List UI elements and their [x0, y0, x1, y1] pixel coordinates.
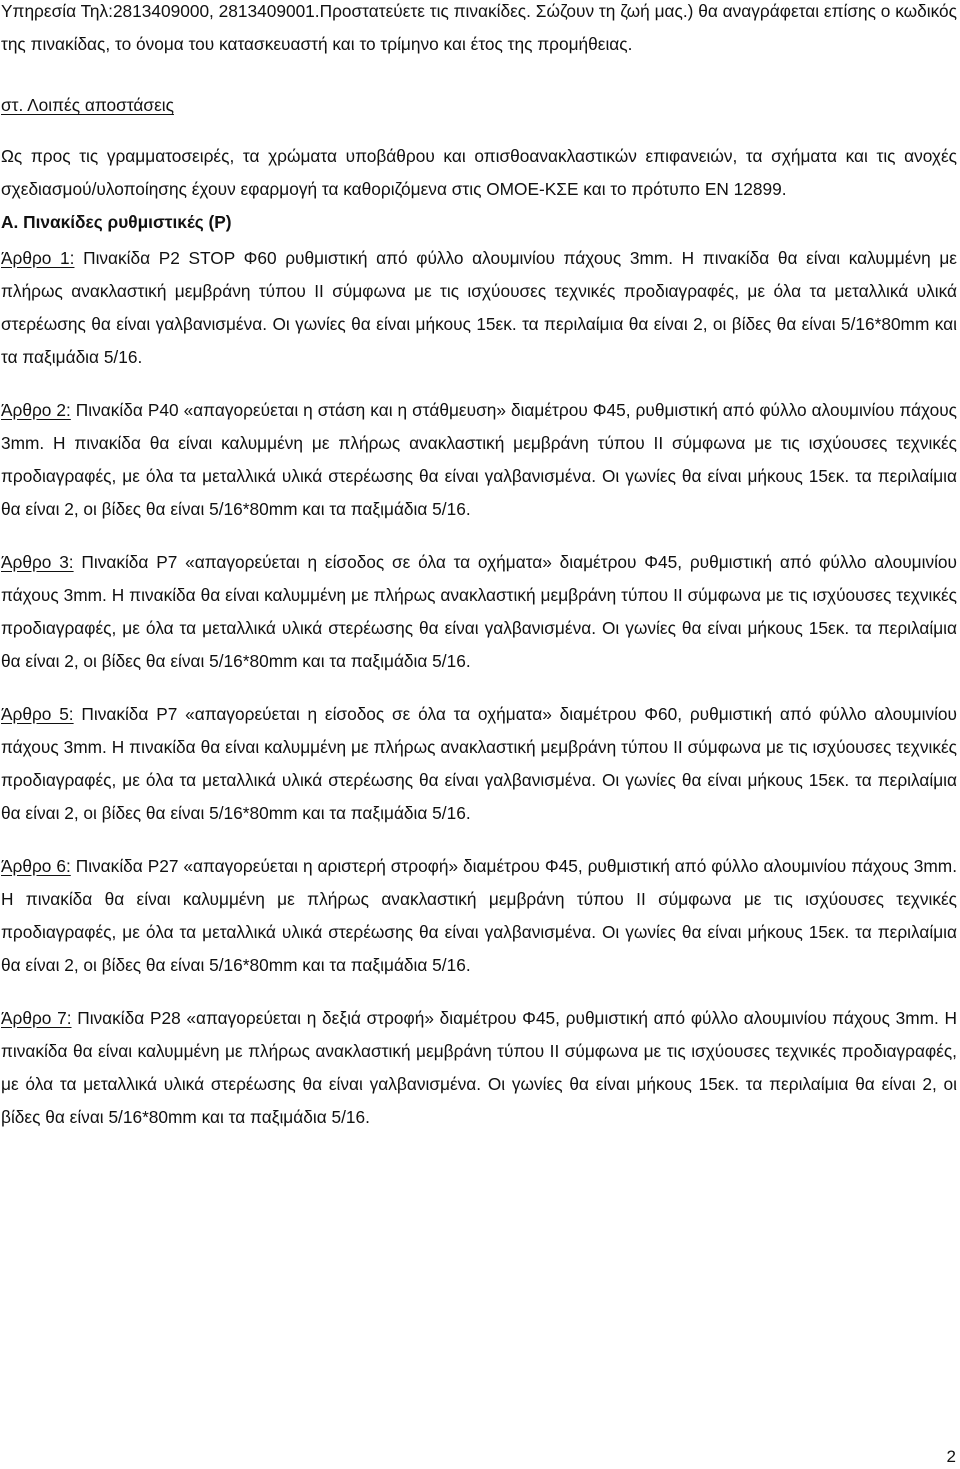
article-text: Πινακίδα Ρ7 «απαγορεύεται η είσοδος σε όλα τα οχήματα» διαμέτρου Φ45, ρυθμιστική από φύλλο αλουμινίου πάχους 3mm. Η πινακίδα θα είναι καλυμμένη με πλήρως ανακλαστική μεμβράνη τύπου ΙΙ σύμφωνα με τις ισχύουσες τεχνικές προδιαγραφές, με όλα τα μεταλλικά υλικά στερέωσης θα είναι γαλβανισμένα. Οι γωνίες θα είναι μήκους 15εκ. τα περιλαίμια θα είναι 2, οι βίδες θα είναι 5/16*80mm και τα παξιμάδια 5/16.: [1, 552, 957, 671]
regulatory-signs-subheading: Α. Πινακίδες ρυθμιστικές (Ρ): [1, 212, 232, 232]
article-label: Άρθρο 6:: [1, 856, 71, 876]
article-text: Πινακίδα Ρ27 «απαγορεύεται η αριστερή στροφή» διαμέτρου Φ45, ρυθμιστική από φύλλο αλουμινίου πάχους 3mm. Η πινακίδα θα είναι καλυμμένη με πλήρως ανακλαστική μεμβράνη τύπου ΙΙ σύμφωνα με τις ισχύουσες τεχνικές προδιαγραφές, με όλα τα μεταλλικά υλικά στερέωσης θα είναι γαλβανισμένα. Οι γωνίες θα είναι μήκους 15εκ. τα περιλαίμια θα είναι 2, οι βίδες θα είναι 5/16*80mm και τα παξιμάδια 5/16.: [1, 856, 957, 975]
article-text: Πινακίδα Ρ2 STOP Φ60 ρυθμιστική από φύλλο αλουμινίου πάχους 3mm. Η πινακίδα θα είναι καλυμμένη με πλήρως ανακλαστική μεμβράνη τύπου ΙΙ σύμφωνα με τις ισχύουσες τεχνικές προδιαγραφές, με όλα τα μεταλλικά υλικά στερέωσης θα είναι γαλβανισμένα. Οι γωνίες θα είναι μήκους 15εκ. τα περιλαίμια θα είναι 2, οι βίδες θα είναι 5/16*80mm και τα παξιμάδια 5/16.: [1, 248, 957, 367]
section-heading: [1, 89, 957, 122]
article-1: [1, 242, 957, 374]
section-paragraph: Ως προς τις γραμματοσειρές, τα χρώματα υποβάθρου και οπισθοανακλαστικών επιφανειών, τα σχήματα και τις ανοχές σχεδιασμού/υλοποίησης έχουν εφαρμογή τα καθοριζόμενα στις ΟΜΟΕ-ΚΣΕ και το πρότυπο ΕΝ 12899.: [1, 146, 957, 199]
article-label: Άρθρο 5:: [1, 704, 74, 724]
article-label: Άρθρο 3:: [1, 552, 74, 572]
article-label: Άρθρο 2:: [1, 400, 71, 420]
article-text: Πινακίδα Ρ40 «απαγορεύεται η στάση και η στάθμευση» διαμέτρου Φ45, ρυθμιστική από φύλλο αλουμινίου πάχους 3mm. Η πινακίδα θα είναι καλυμμένη με πλήρως ανακλαστική μεμβράνη τύπου ΙΙ σύμφωνα με τις ισχύουσες τεχνικές προδιαγραφές, με όλα τα μεταλλικά υλικά στερέωσης θα είναι γαλβανισμένα. Οι γωνίες θα είναι μήκους 15εκ. τα περιλαίμια θα είναι 2, οι βίδες θα είναι 5/16*80mm και τα παξιμάδια 5/16.: [1, 400, 958, 519]
page-number: 2: [946, 1447, 956, 1466]
intro-paragraph: Υπηρεσία Τηλ:2813409000, 2813409001.Προστατεύετε τις πινακίδες. Σώζουν τη ζωή μας.) θα αναγράφεται επίσης ο κωδικός της πινακίδας, το όνομα του κατασκευαστή και το τρίμηνο και έτος της προμήθειας.: [1, 1, 957, 54]
article-text: Πινακίδα Ρ7 «απαγορεύεται η είσοδος σε όλα τα οχήματα» διαμέτρου Φ60, ρυθμιστική από φύλλο αλουμινίου πάχους 3mm. Η πινακίδα θα είναι καλυμμένη με πλήρως ανακλαστική μεμβράνη τύπου ΙΙ σύμφωνα με τις ισχύουσες τεχνικές προδιαγραφές, με όλα τα μεταλλικά υλικά στερέωσης θα είναι γαλβανισμένα. Οι γωνίες θα είναι μήκους 15εκ. τα περιλαίμια θα είναι 2, οι βίδες θα είναι 5/16*80mm και τα παξιμάδια 5/16.: [1, 704, 957, 823]
section-heading-text: στ. Λοιπές αποστάσεις: [1, 95, 174, 115]
article-label: Άρθρο 7:: [1, 1008, 72, 1028]
article-3: [1, 546, 957, 678]
article-2: [1, 394, 957, 526]
article-6: [1, 850, 957, 982]
article-label: Άρθρο 1:: [1, 248, 75, 268]
article-text: Πινακίδα Ρ28 «απαγορεύεται η δεξιά στροφή» διαμέτρου Φ45, ρυθμιστική από φύλλο αλουμινίου πάχους 3mm. Η πινακίδα θα είναι καλυμμένη με πλήρως ανακλαστική μεμβράνη τύπου ΙΙ σύμφωνα με τις ισχύουσες τεχνικές προδιαγραφές, με όλα τα μεταλλικά υλικά στερέωσης θα είναι γαλβανισμένα. Οι γωνίες θα είναι μήκους 15εκ. τα περιλαίμια θα είναι 2, οι βίδες θα είναι 5/16*80mm και τα παξιμάδια 5/16.: [1, 1008, 957, 1127]
article-5: [1, 698, 957, 830]
article-7: [1, 1002, 957, 1134]
document-body: [1, 0, 957, 1134]
